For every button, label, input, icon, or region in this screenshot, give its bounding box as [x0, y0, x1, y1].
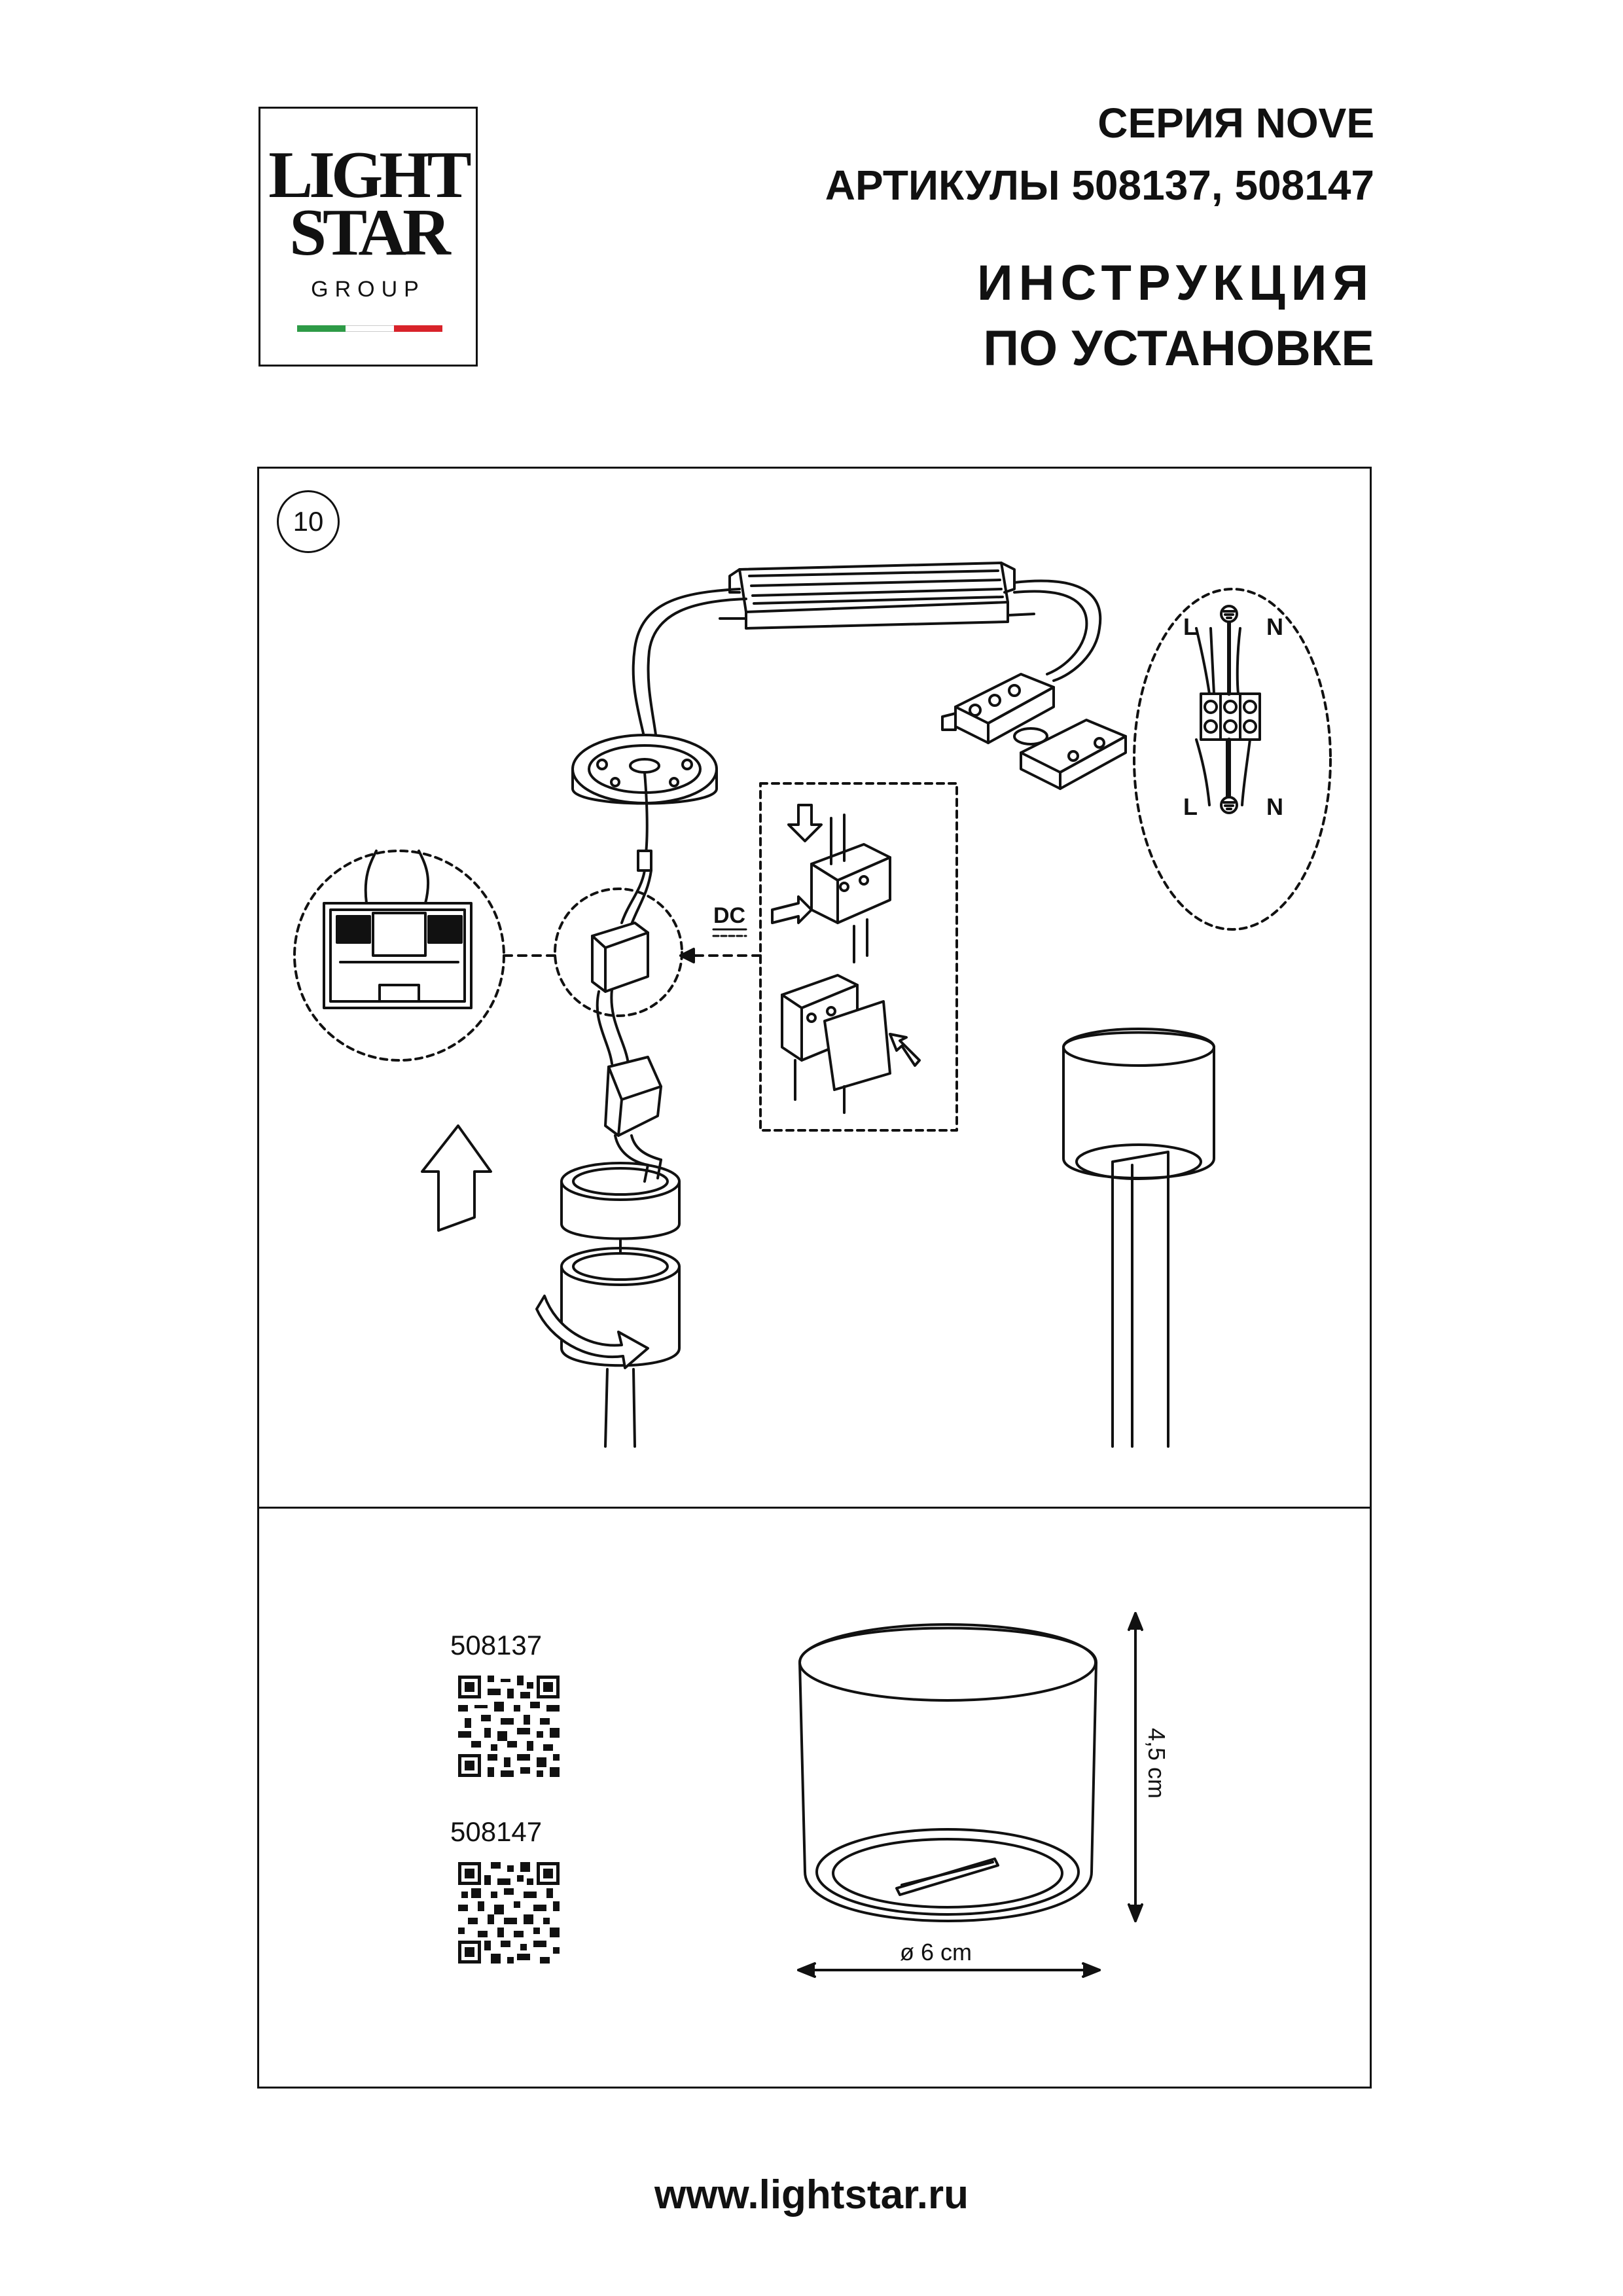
mounted-fixture-illustration: [1063, 1029, 1214, 1446]
fixture-dimension-drawing: [800, 1624, 1096, 1921]
dc-label: DC: [713, 903, 746, 928]
height-dimension-label: 4,5 cm: [1143, 1728, 1170, 1799]
document-title-line2: ПО УСТАНОВКЕ: [983, 321, 1374, 376]
wire-label-l-bottom: L: [1183, 793, 1198, 820]
logo-line-group: GROUP: [311, 277, 425, 302]
qr-code-icon[interactable]: [458, 1676, 560, 1777]
logo-line-light: LIGHT: [268, 138, 468, 212]
website-url[interactable]: www.lightstar.ru: [654, 2172, 969, 2217]
document-title-line1: ИНСТРУКЦИЯ: [976, 255, 1374, 311]
wire-label-l-top: L: [1183, 613, 1198, 640]
fixture-ring-top: [562, 1160, 679, 1239]
terminal-block-illustration: [942, 674, 1126, 789]
led-driver-illustration: [720, 563, 1034, 628]
rotate-arrow-icon: [537, 1296, 648, 1368]
diameter-dimension-label: ø 6 cm: [900, 1939, 972, 1965]
ceiling-plate-illustration: [573, 735, 717, 804]
series-name: СЕРИЯ NOVE: [1097, 99, 1374, 147]
wire-label-n-top: N: [1266, 613, 1283, 640]
logo-line-star: STAR: [289, 196, 447, 270]
product-code-1: 508137: [450, 1630, 543, 1660]
up-arrow-icon: [422, 1126, 491, 1230]
article-numbers: АРТИКУЛЫ 508137, 508147: [825, 162, 1374, 209]
step-number-badge: 10: [277, 490, 340, 553]
qr-code-icon[interactable]: [458, 1862, 560, 1964]
wire-label-n-bottom: N: [1266, 793, 1283, 820]
product-code-2: 508147: [450, 1816, 543, 1847]
